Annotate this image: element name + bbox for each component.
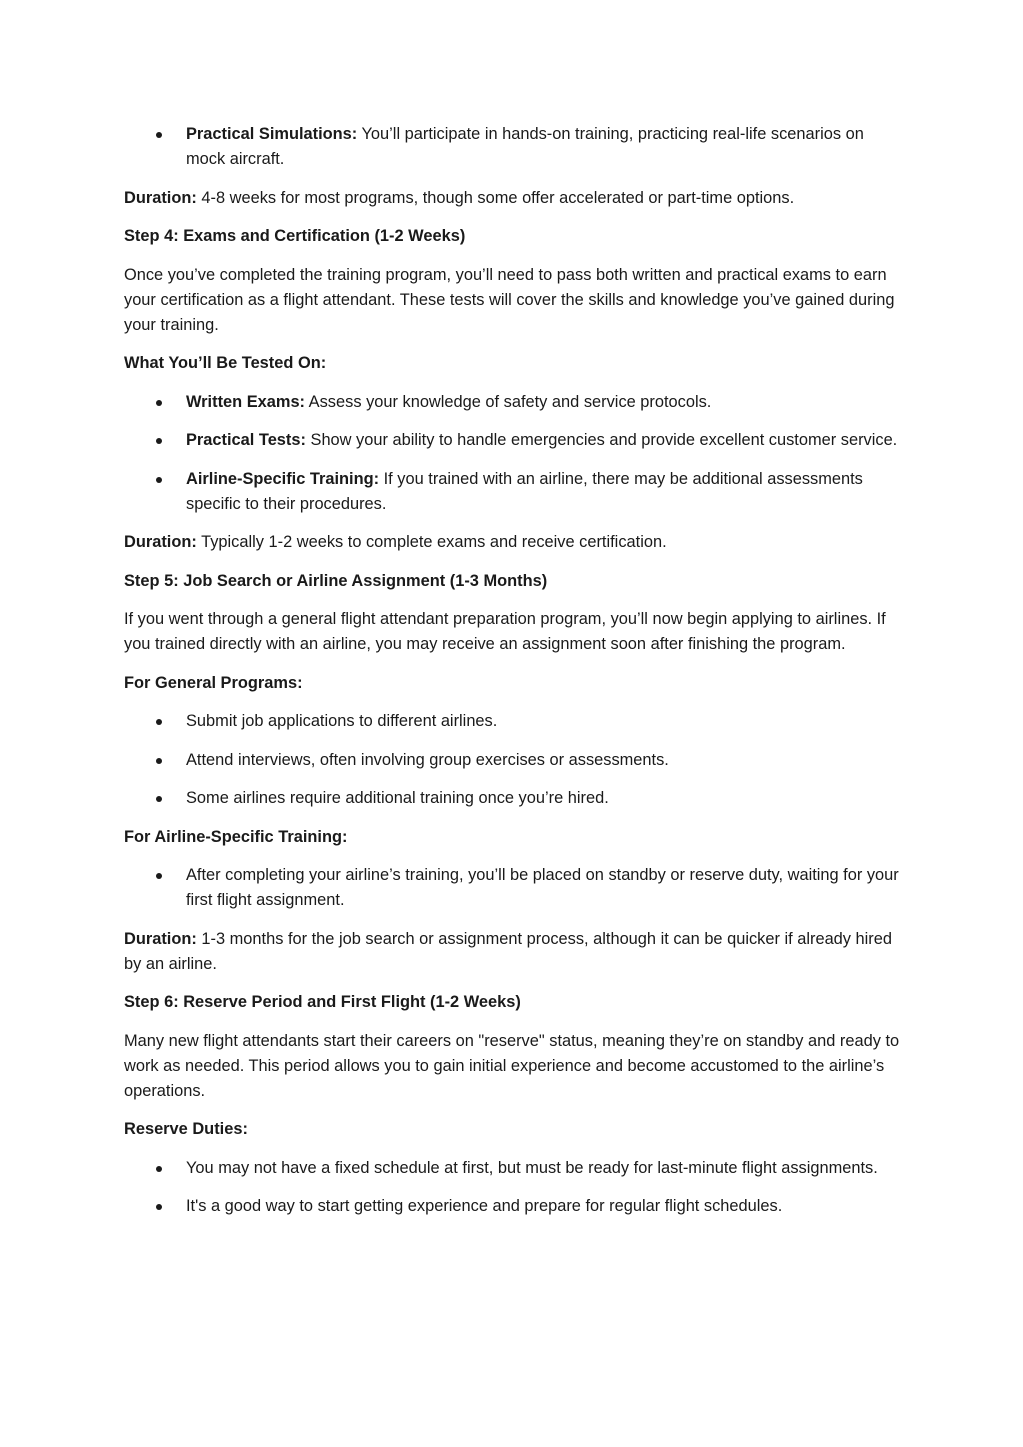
bullet-icon: [156, 438, 162, 444]
item-text: Some airlines require additional training once you’re hired.: [186, 789, 609, 807]
list-item: [124, 748, 904, 773]
step6-intro: Many new flight attendants start their careers on "reserve" status, meaning they’re on standby and ready to work as needed. This period allows you to gain initial experience and become accustomed to the airline’s operations.: [124, 1031, 900, 1100]
bullet-icon: [156, 873, 162, 879]
duration-label: Duration:: [124, 188, 197, 207]
item-text: If you trained with an airline, there may be additional assessments specific to their procedures.: [186, 469, 863, 513]
bullet-icon: [156, 1166, 162, 1172]
item-text: Assess your knowledge of safety and service protocols.: [305, 392, 712, 411]
item-text: Submit job applications to different airlines.: [186, 712, 498, 730]
list-item: [124, 1156, 904, 1181]
subheading-text: What You’ll Be Tested On:: [124, 354, 327, 372]
heading-text: Step 6: Reserve Period and First Flight (1-2 Weeks): [124, 993, 521, 1011]
duration-label: Duration:: [124, 929, 197, 948]
subheading-text: For General Programs:: [124, 673, 303, 692]
bullet-icon: [156, 1204, 162, 1210]
duration-text: 1-3 months for the job search or assignment process, although it can be quicker if already hired by an airline.: [124, 929, 892, 973]
list-item: [124, 709, 904, 734]
bullet-icon: [156, 477, 162, 483]
step4-intro: Once you’ve completed the training program, you’ll need to pass both written and practical exams to earn your certification as a flight attendant. These tests will cover the skills and knowledge you’ve gained during your training.: [124, 265, 895, 334]
reserve-duties-heading: [124, 1117, 904, 1142]
item-text: You may not have a fixed schedule at first, but must be ready for last-minute flight assignments.: [186, 1158, 878, 1177]
duration-paragraph: [124, 927, 904, 977]
list-item: [124, 428, 904, 453]
step4-subheading: [124, 351, 904, 376]
airline-training-heading: [124, 825, 904, 850]
training-list: [124, 122, 904, 172]
duration-paragraph: [124, 186, 904, 211]
item-label: Written Exams:: [186, 392, 306, 411]
list-item: [124, 467, 904, 517]
heading-text: Step 4: Exams and Certification (1-2 Weeks): [124, 227, 466, 245]
bullet-icon: [156, 796, 162, 802]
duration-text: Typically 1-2 weeks to complete exams and receive certification.: [196, 533, 667, 551]
step5-heading: [124, 569, 904, 594]
step4-list: [124, 390, 904, 517]
subheading-text: For Airline-Specific Training:: [124, 827, 348, 846]
item-text: After completing your airline’s training, you’ll be placed on standby or reserve duty, waiting for your first flight assignment.: [186, 866, 899, 909]
list-item: [124, 1194, 904, 1219]
bullet-icon: [156, 719, 162, 725]
airline-training-list: [124, 863, 904, 913]
step6-heading: [124, 990, 904, 1015]
general-programs-heading: [124, 671, 904, 696]
item-text: Show your ability to handle emergencies and provide excellent customer service.: [305, 431, 898, 449]
document-page: [124, 122, 904, 1233]
heading-text: Step 5: Job Search or Airline Assignment (1-3 Months): [124, 571, 548, 590]
duration-label: Duration:: [124, 533, 197, 551]
subheading-text: Reserve Duties:: [124, 1120, 248, 1138]
item-text: It's a good way to start getting experience and prepare for regular flight schedules.: [186, 1197, 783, 1215]
step5-intro: If you went through a general flight attendant preparation program, you’ll now begin applying to airlines. If you trained directly with an airline, you may receive an assignment soon after finishing the program.: [124, 610, 886, 653]
general-programs-list: [124, 709, 904, 811]
item-label: Practical Simulations:: [186, 125, 358, 143]
bullet-icon: [156, 132, 162, 138]
bullet-icon: [156, 758, 162, 764]
item-text: Attend interviews, often involving group exercises or assessments.: [186, 750, 669, 769]
duration-text: 4-8 weeks for most programs, though some offer accelerated or part-time options.: [196, 188, 795, 207]
item-label: Airline-Specific Training:: [186, 469, 380, 488]
list-item: [124, 390, 904, 415]
bullet-icon: [156, 400, 162, 406]
reserve-duties-list: [124, 1156, 904, 1220]
list-item: [124, 786, 904, 811]
list-item: [124, 863, 904, 913]
item-text: You’ll participate in hands-on training, practicing real-life scenarios on mock aircraft.: [186, 125, 864, 168]
item-label: Practical Tests:: [186, 431, 306, 449]
duration-paragraph: [124, 530, 904, 555]
list-item: [124, 122, 904, 172]
step4-heading: [124, 224, 904, 249]
